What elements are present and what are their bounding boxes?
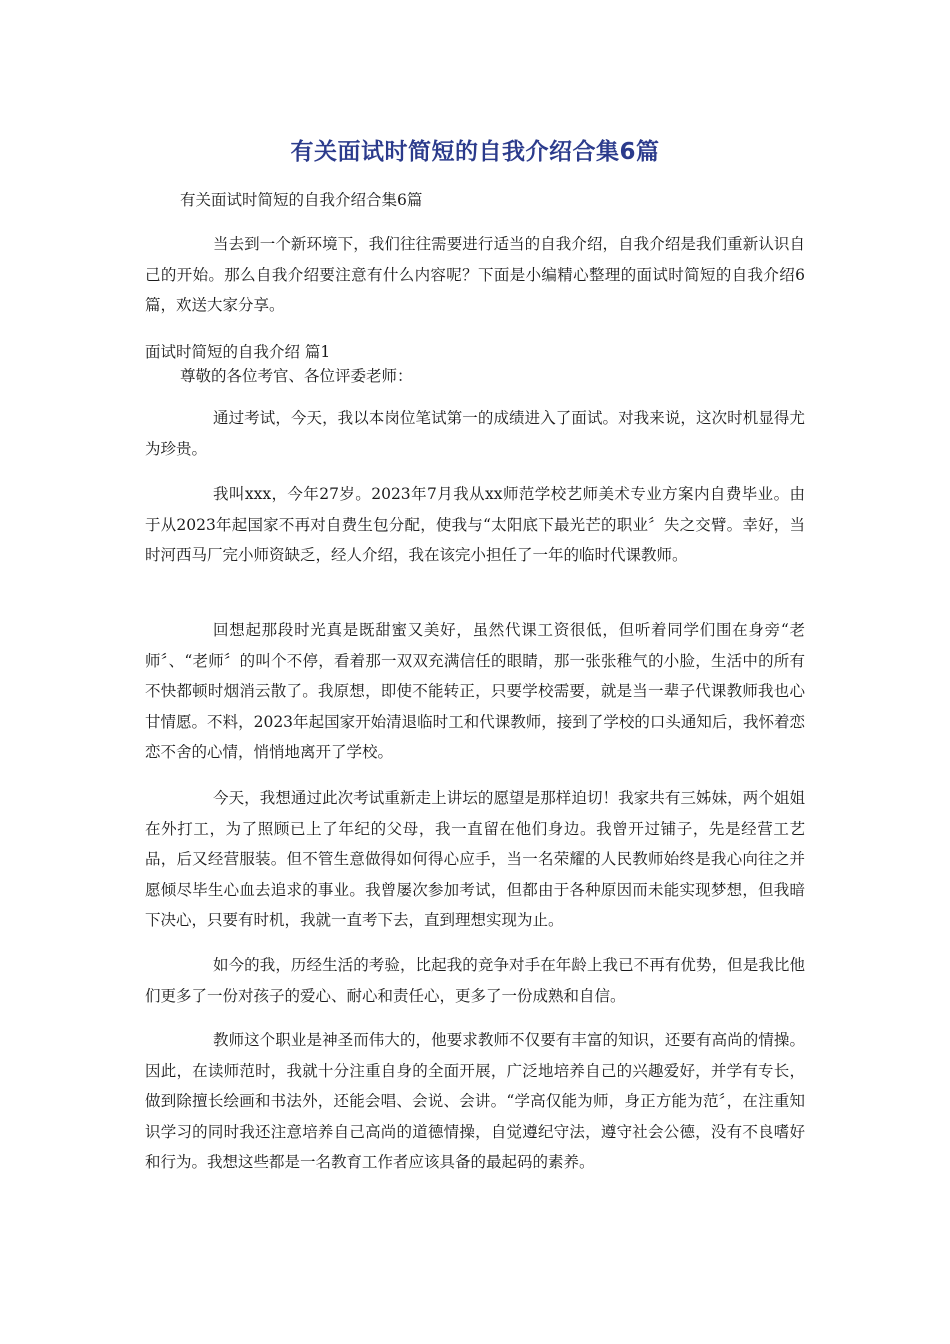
body-paragraph: 今天，我想通过此次考试重新走上讲坛的愿望是那样迫切！我家共有三姊妹，两个姐姐在外打工，为了照顾已上了年纪的父母，我一直留在他们身边。我曾开过铺子，先是经营工艺品，后又经营服装。但不管生意做得如何得心应手，当一名荣耀的人民教师始终是我心向往之并愿倾尽毕生心血去追求的事业。我曾屡次参加考试，但都由于各种原因而未能实现梦想，但我暗下决心，只要有时机，我就一直考下去，直到理想实现为止。	[145, 789, 805, 929]
document-subtitle: 有关面试时简短的自我介绍合集6篇	[180, 191, 423, 209]
section-heading: 面试时简短的自我介绍 篇1	[145, 343, 331, 361]
body-paragraph: 通过考试，今天，我以本岗位笔试第一的成绩进入了面试。对我来说，这次时机显得尤为珍贵。	[145, 409, 805, 458]
body-paragraph: 如今的我，历经生活的考验，比起我的竞争对手在年龄上我已不再有优势，但是我比他们更多了一份对孩子的爱心、耐心和责任心，更多了一份成熟和自信。	[145, 956, 805, 1005]
body-paragraph: 我叫xxx，今年27岁。2023年7月我从xx师范学校艺师美术专业方案内自费毕业。由于从2023年起国家不再对自费生包分配，使我与“太阳底下最光芒的职业〞失之交臂。幸好，当时河西马厂完小师资缺乏，经人介绍，我在该完小担任了一年的临时代课教师。	[145, 485, 805, 564]
body-paragraph: 教师这个职业是神圣而伟大的，他要求教师不仅要有丰富的知识，还要有高尚的情操。因此，在读师范时，我就十分注重自身的全面开展，广泛地培养自己的兴趣爱好，并学有专长，做到除擅长绘画和书法外，还能会唱、会说、会讲。“学高仅能为师，身正方能为范〞，在注重知识学习的同时我还注意培养自己高尚的道德情操，自觉遵纪守法，遵守社会公德，没有不良嗜好和行为。我想这些都是一名教育工作者应该具备的最起码的素养。	[145, 1031, 805, 1171]
intro-paragraph: 当去到一个新环境下，我们往往需要进行适当的自我介绍，自我介绍是我们重新认识自己的开始。那么自我介绍要注意有什么内容呢？下面是小编精心整理的面试时简短的自我介绍6篇，欢送大家分享。	[145, 235, 805, 314]
document-title: 有关面试时简短的自我介绍合集6篇	[290, 139, 660, 165]
salutation: 尊敬的各位考官、各位评委老师：	[180, 367, 413, 385]
body-paragraph: 回想起那段时光真是既甜蜜又美好，虽然代课工资很低，但听着同学们围在身旁“老师〞、“老师〞的叫个不停，看着那一双双充满信任的眼睛，那一张张稚气的小脸，生活中的所有不快都顿时烟消云散了。我原想，即使不能转正，只要学校需要，就是当一辈子代课教师我也心甘情愿。不料，2023年起国家开始清退临时工和代课教师，接到了学校的口头通知后，我怀着恋恋不舍的心情，悄悄地离开了学校。	[145, 621, 805, 761]
